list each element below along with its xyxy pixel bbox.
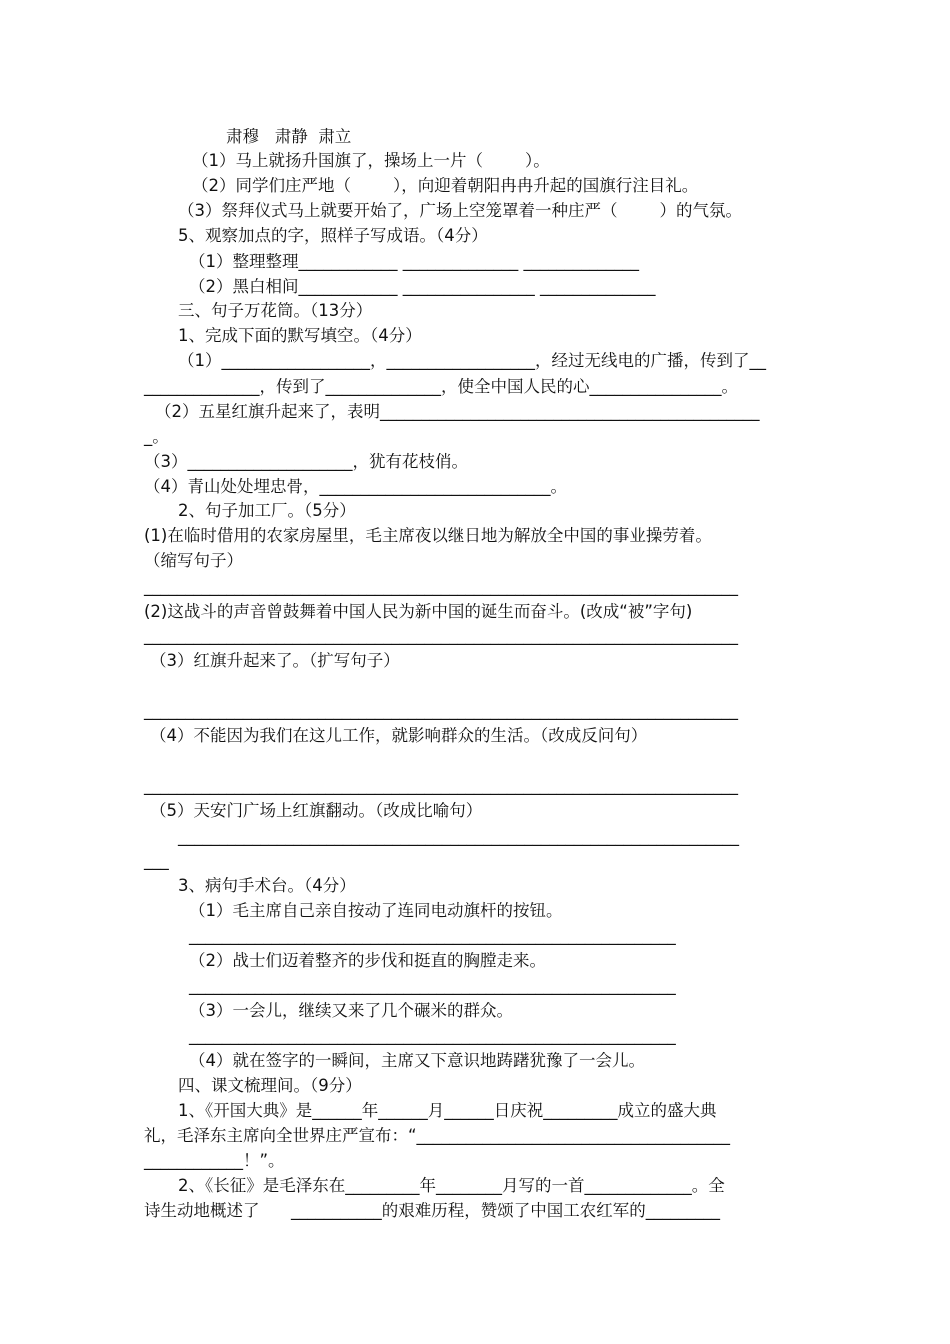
sentence-3-text: （3）红旗升起来了。（扩写句子）	[150, 651, 400, 670]
sentence-heading: 2、句子加工厂。（5分）	[178, 501, 356, 520]
correction-2-text: （2）战士们迈着整齐的步伐和挺直的胸膛走来。	[189, 951, 546, 970]
idiom-example-2: （2）黑白相间____________ ________________ ______________	[189, 277, 656, 296]
correction-1-answer-line: ___________________________________________________________	[189, 926, 676, 945]
correction-2-answer-line: ___________________________________________________________	[189, 976, 676, 995]
dictation-4: （4）青山处处埋忠骨，____________________________。	[144, 477, 567, 496]
correction-3-text: （3）一会儿，继续又来了几个碾米的群众。	[189, 1001, 513, 1020]
idiom-example-1: （1）整理整理____________ ______________ ______________	[189, 252, 639, 271]
correction-1-text: （1）毛主席自己亲自按动了连同电动旗杆的按钮。	[189, 901, 563, 920]
review-1-line-1: 1、《开国大典》是______年______月______日庆祝_________成立的盛大典	[178, 1101, 717, 1120]
dictation-heading: 1、完成下面的默写填空。（4分）	[178, 326, 422, 345]
review-2-line-2: 诗生动地概述了 ___________的艰难历程，赞颂了中国工农红军的_________	[144, 1201, 720, 1220]
section-3-heading: 三、句子万花筒。（13分）	[178, 301, 373, 320]
sentence-1-answer-line: ________________________________________________________________________	[144, 577, 738, 596]
sentence-5-text: （5）天安门广场上红旗翻动。（改成比喻句）	[150, 801, 483, 820]
sentence-1-instruction: （缩写句子）	[144, 551, 243, 570]
dictation-2-line-2: _。	[144, 427, 169, 446]
dictation-2-line-1: （2）五星红旗升起来了，表明______________________________________________	[155, 402, 760, 421]
fill-question-2: （2）同学们庄严地（ ），向迎着朝阳冉冉升起的国旗行注目礼。	[192, 176, 699, 195]
review-1-line-2: 礼，毛泽东主席向全世界庄严宣布：“______________________________________	[144, 1126, 731, 1145]
review-2-line-1: 2、《长征》是毛泽东在_________年________月写的一首_____________。全	[178, 1176, 725, 1195]
section-5-heading: 5、观察加点的字，照样子写成语。（4分）	[178, 226, 488, 245]
dictation-1-line-1: （1）__________________，__________________，经过无线电的广播，传到了__	[178, 351, 766, 370]
sentence-2-text: (2)这战斗的声音曾鼓舞着中国人民为新中国的诞生而奋斗。(改成“被”字句)	[144, 602, 693, 621]
sentence-5-answer-line-1: ____________________________________________________________________	[178, 827, 739, 846]
sentence-4-answer-line: ________________________________________________________________________	[144, 776, 738, 795]
dictation-3: （3）____________________，犹有花枝俏。	[144, 452, 468, 471]
correction-heading: 3、病句手术台。（4分）	[178, 876, 356, 895]
correction-4-text: （4）就在签字的一瞬间，主席又下意识地踌躇犹豫了一会儿。	[189, 1051, 645, 1070]
sentence-4-text: （4）不能因为我们在这儿工作，就影响群众的生活。（改成反问句）	[150, 726, 648, 745]
word-options: 肃穆 肃静 肃立	[226, 127, 352, 146]
correction-3-answer-line: ___________________________________________________________	[189, 1026, 676, 1045]
sentence-1-text: (1)在临时借用的农家房屋里，毛主席夜以继日地为解放全中国的事业操劳着。	[144, 526, 712, 545]
section-4-heading: 四、课文梳理间。（9分）	[178, 1076, 362, 1095]
fill-question-3: （3）祭拜仪式马上就要开始了，广场上空笼罩着一种庄严（ ）的气氛。	[178, 201, 742, 220]
fill-question-1: （1）马上就扬升国旗了，操场上一片（ ）。	[192, 151, 550, 170]
sentence-5-answer-line-2: ___	[144, 851, 169, 870]
sentence-3-answer-line: ________________________________________________________________________	[144, 701, 738, 720]
sentence-2-answer-line: ________________________________________________________________________	[144, 626, 738, 645]
review-1-line-3: ____________！”。	[144, 1151, 285, 1170]
dictation-1-line-2: ______________，传到了______________，使全中国人民的心________________。	[144, 377, 738, 396]
